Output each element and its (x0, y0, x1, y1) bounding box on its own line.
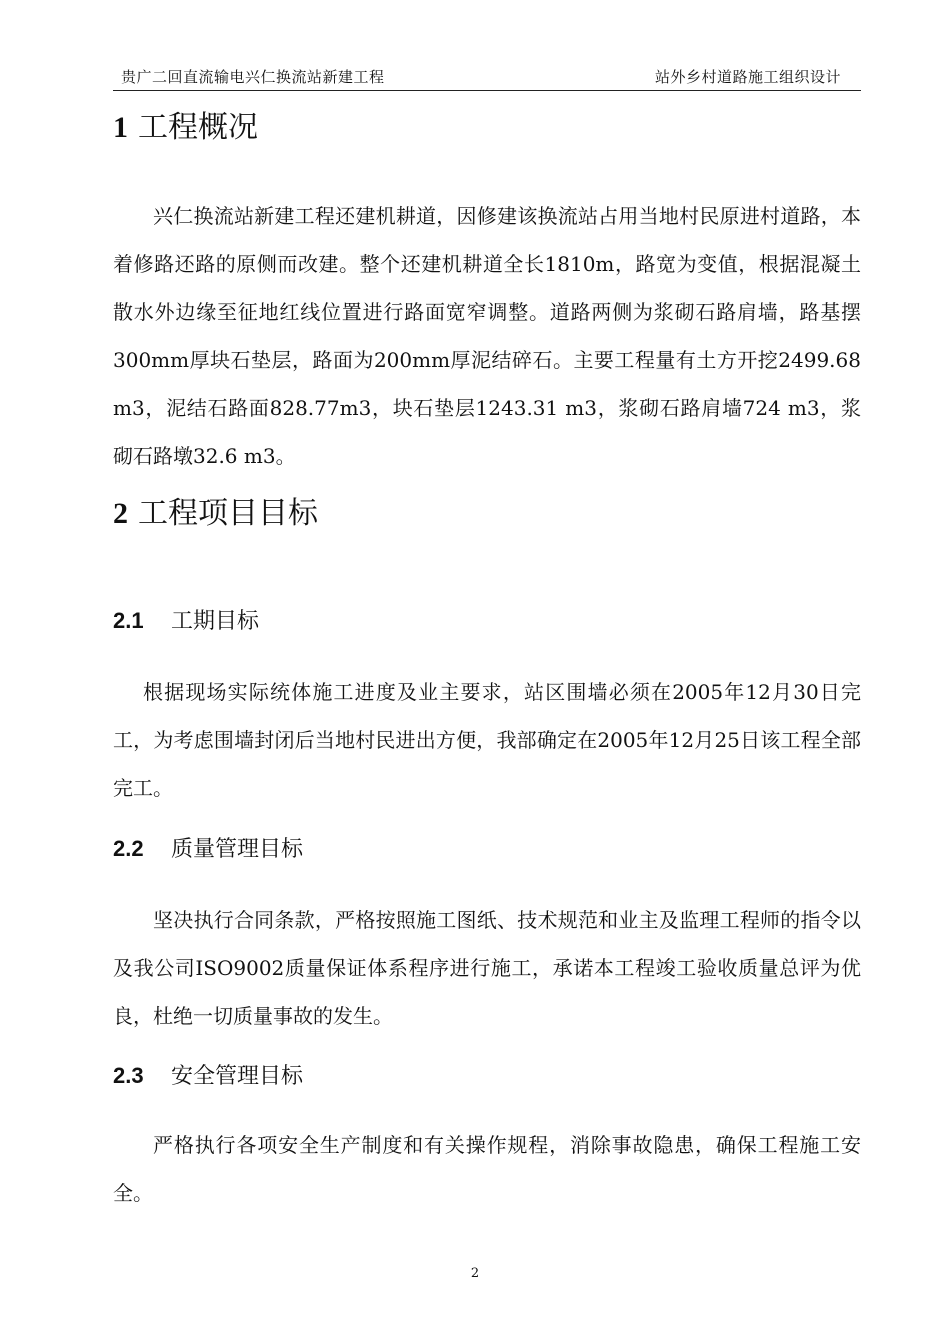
header-document-title: 站外乡村道路施工组织设计 (654, 68, 841, 86)
subsection-title: 安全管理目标 (171, 1064, 304, 1089)
subsection-2-1-paragraph: 根据现场实际统体施工进度及业主要求，站区围墙必须在2005年12月30日完工，为考虑围墙封闭后当地村民进出方便，我部确定在2005年12月25日该工程全部完工。 (113, 680, 861, 800)
section-title: 工程概况 (138, 110, 258, 145)
section-title: 工程项目目标 (138, 496, 318, 531)
subsection-title: 质量管理目标 (171, 837, 304, 862)
section-number: 2 (113, 497, 128, 530)
subsection-number: 2.3 (113, 1063, 144, 1088)
subsection-title: 工期目标 (171, 609, 260, 634)
section-1-paragraph: 兴仁换流站新建工程还建机耕道，因修建该换流站占用当地村民原进村道路，本着修路还路的原侧而改建。整个还建机耕道全长1810m，路宽为变值，根据混凝土散水外边缘至征地红线位置进行路面宽窄调整。道路两侧为浆砌石路肩墙，路基摆300mm厚块石垫层，路面为200mm厚泥结碎石。主要工程量有土方开挖2499.68 m3，泥结石路面828.77m3，块石垫层1243.31 m3，浆砌石路肩墙724 m3，浆砌石路墩32.6 m3。 (113, 204, 861, 468)
subsection-2-2-heading (113, 834, 303, 865)
subsection-2-2-paragraph: 坚决执行合同条款，严格按照施工图纸、技术规范和业主及监理工程师的指令以及我公司ISO9002质量保证体系程序进行施工，承诺本工程竣工验收质量总评为优良，杜绝一切质量事故的发生。 (113, 908, 861, 1028)
header-project-title: 贵广二回直流输电兴仁换流站新建工程 (121, 68, 385, 86)
page-number: 2 (470, 1266, 480, 1281)
section-number: 1 (113, 111, 128, 144)
subsection-2-1-heading (113, 606, 259, 637)
subsection-number: 2.1 (113, 608, 144, 633)
page-header (113, 66, 861, 91)
section-1-heading (113, 108, 258, 148)
subsection-2-3-paragraph: 严格执行各项安全生产制度和有关操作规程，消除事故隐患，确保工程施工安全。 (113, 1133, 861, 1205)
subsection-number: 2.2 (113, 836, 144, 861)
subsection-2-3-heading (113, 1061, 303, 1092)
section-2-heading (113, 494, 318, 534)
